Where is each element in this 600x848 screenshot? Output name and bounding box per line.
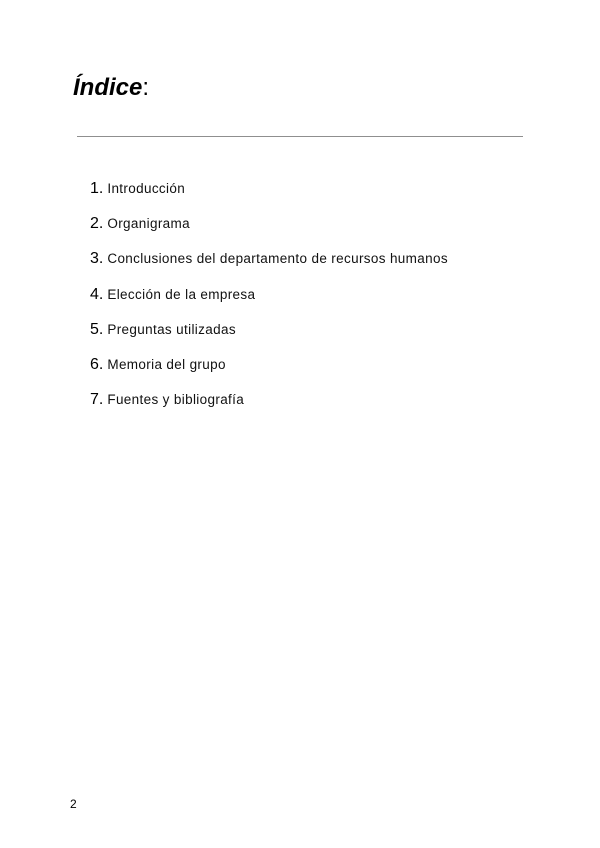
title-divider <box>77 136 523 137</box>
toc-item-introduccion <box>90 176 448 211</box>
page-title-text: Índice <box>73 74 143 101</box>
toc-item-label: Fuentes y bibliografía <box>107 392 245 408</box>
toc-item-eleccion-empresa <box>90 282 448 317</box>
toc-item-number: 3. <box>90 250 104 268</box>
toc-item-organigrama <box>90 211 448 246</box>
toc-item-label: Organigrama <box>107 216 190 232</box>
toc-item-memoria <box>90 352 448 387</box>
toc-item-label: Elección de la empresa <box>107 286 256 302</box>
toc-item-number: 6. <box>90 355 104 373</box>
toc-item-number: 4. <box>90 285 104 303</box>
toc-item-number: 2. <box>90 215 104 233</box>
table-of-contents <box>90 176 448 422</box>
toc-item-conclusiones <box>90 246 448 281</box>
page-title-colon: : <box>142 74 150 101</box>
toc-item-number: 1. <box>90 180 104 197</box>
toc-item-label: Preguntas utilizadas <box>107 321 236 337</box>
toc-item-label: Conclusiones del departamento de recursos humanos <box>107 251 448 267</box>
page-title <box>73 70 149 106</box>
toc-item-label: Introducción <box>107 181 186 196</box>
toc-item-fuentes <box>90 387 448 422</box>
page-number: 2 <box>70 797 77 811</box>
toc-item-label: Memoria del grupo <box>107 356 226 372</box>
toc-item-preguntas <box>90 317 448 352</box>
toc-item-number: 5. <box>90 320 104 338</box>
toc-item-number: 7. <box>90 391 104 409</box>
